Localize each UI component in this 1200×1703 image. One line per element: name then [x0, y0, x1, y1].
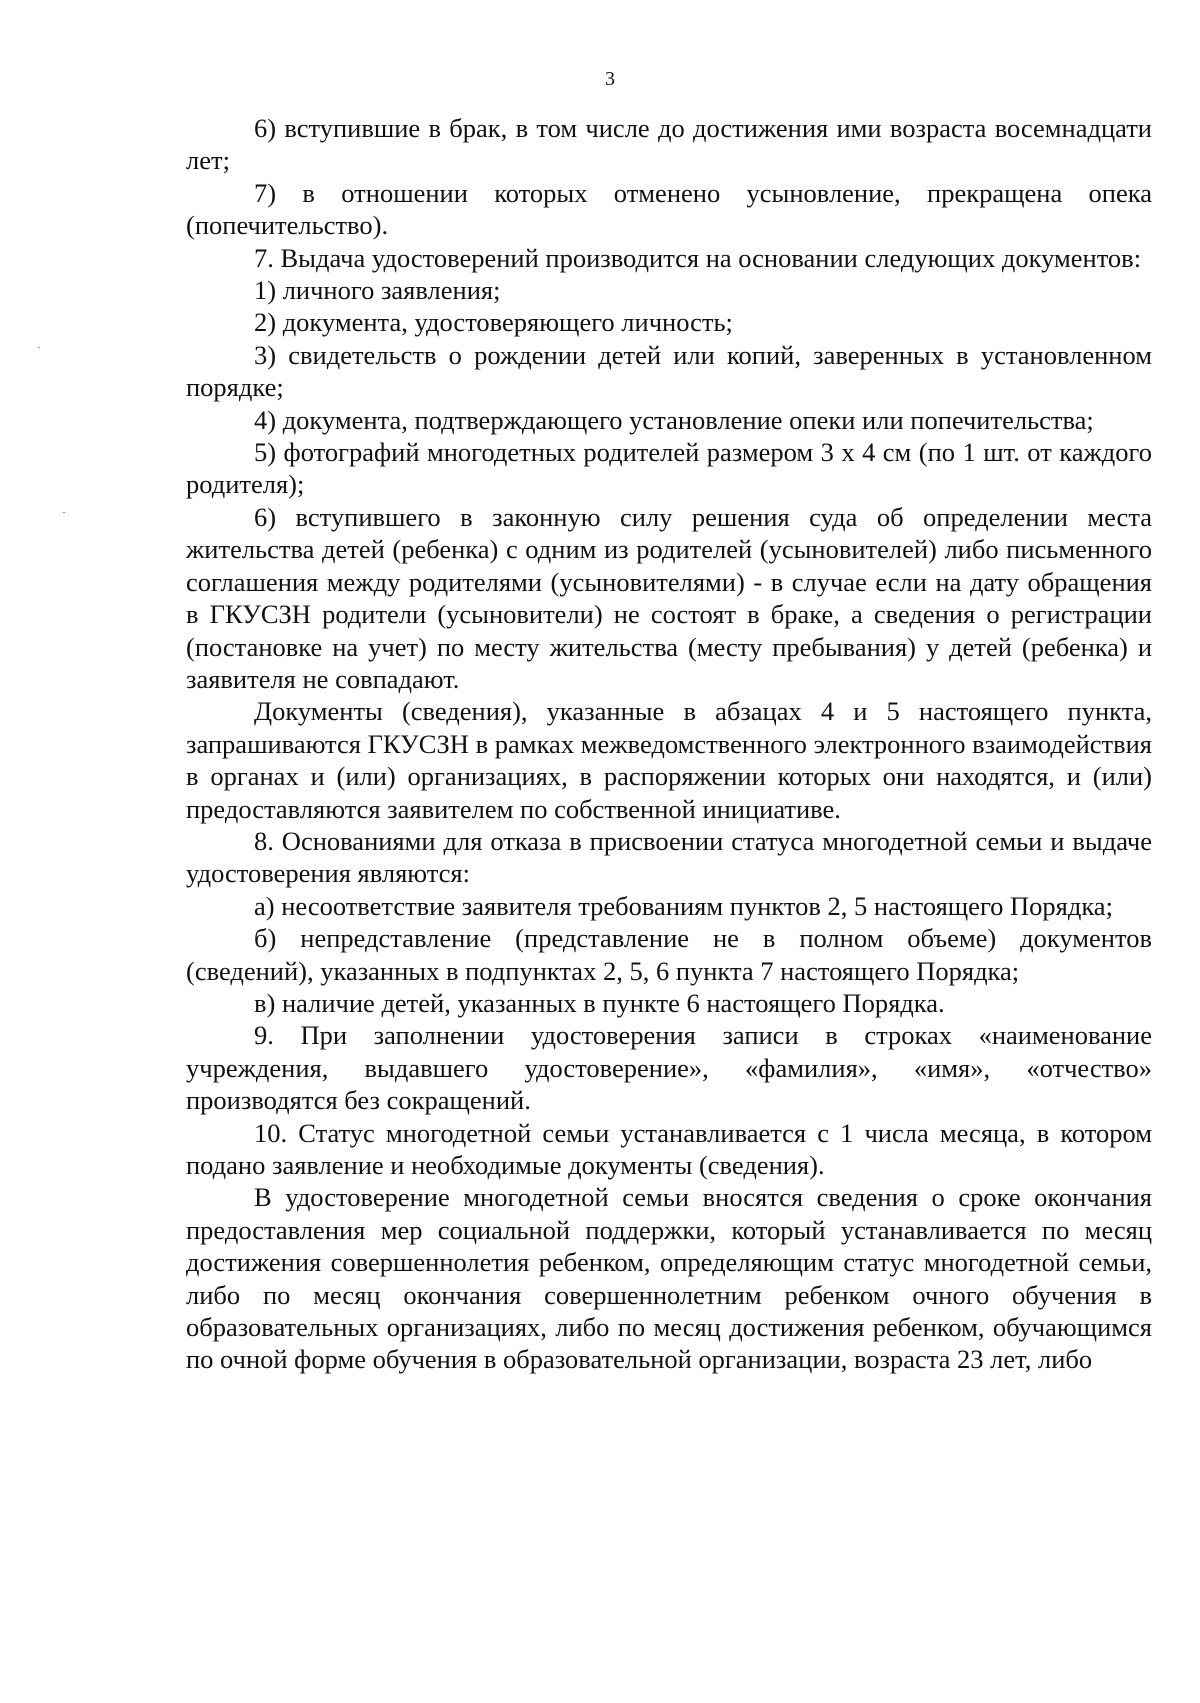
- document-body: [186, 112, 1152, 1376]
- paragraph-section-10: 10. Статус многодетной семьи устанавливается с 1 числа месяца, в котором подано заявление и необходимые документы (сведения).: [186, 1117, 1152, 1180]
- paragraph-doc-3: 3) свидетельств о рождении детей или копий, заверенных в установленном порядке;: [186, 339, 1152, 403]
- paragraph-refusal-v: в) наличие детей, указанных в пункте 6 настоящего Порядка.: [254, 987, 945, 1018]
- paragraph-item-6-married: 6) вступившие в брак, в том числе до достижения ими возраста восемнадцати лет;: [186, 113, 1152, 176]
- paragraph-doc-2: 2) документа, удостоверяющего личность;: [254, 307, 733, 338]
- paragraph-doc-5: 5) фотографий многодетных родителей размером 3 х 4 см (по 1 шт. от каждого родителя);: [186, 437, 1152, 500]
- paragraph-certificate-term: В удостоверение многодетной семьи вносятся сведения о сроке окончания предоставления мер социальной поддержки, который устанавливается по месяц достижения совершеннолетия ребенком, определяющим статус многодетной семьи, либо по месяц окончания совершеннолетним ребенком очного обучения в образовательных организациях, либо по месяц достижения ребенком, обучающимся по очной форме обучения в образовательной организации, возраста 23 лет, либо: [186, 1182, 1152, 1375]
- paragraph-refusal-b: б) непредставление (представление не в полном объеме) документов (сведений), указанных в подпунктах 2, 5, 6 пункта 7 настоящего Порядка;: [186, 923, 1152, 986]
- scan-speck: [38, 347, 40, 348]
- paragraph-doc-6: 6) вступившего в законную силу решения суда об определении места жительства детей (ребенка) с одним из родителей (усыновителей) либо письменного соглашения между родителями (усыновителями) - в случае если на дату обращения в ГКУСЗН родители (усыновители) не состоят в браке, а сведения о регистрации (постановке на учет) по месту жительства (месту пребывания) у детей (ребенка) и заявителя не совпадают.: [186, 501, 1152, 694]
- paragraph-section-9: 9. При заполнении удостоверения записи в строках «наименование учреждения, выдавшего удостоверение», «фамилия», «имя», «отчество» производятся без сокращений.: [186, 1020, 1152, 1116]
- scan-speck: [63, 512, 65, 513]
- paragraph-documents-requested: Документы (сведения), указанные в абзацах 4 и 5 настоящего пункта, запрашиваются ГКУСЗН в рамках межведомственного электронного взаимодействия в органах и (или) организациях, в распоряжении которых они находятся, и (или) предоставляются заявителем по собственной инициативе.: [186, 696, 1152, 824]
- paragraph-section-7: 7. Выдача удостоверений производится на основании следующих документов:: [254, 242, 1142, 273]
- paragraph-section-8: 8. Основаниями для отказа в присвоении статуса многодетной семьи и выдаче удостоверения являются:: [186, 825, 1152, 889]
- paragraph-refusal-a: а) несоответствие заявителя требованиям пунктов 2, 5 настоящего Порядка;: [254, 890, 1113, 921]
- paragraph-item-7-adoption-cancelled: 7) в отношении которых отменено усыновление, прекращена опека (попечительство).: [186, 177, 1152, 241]
- page-number: 3: [605, 68, 615, 90]
- paragraph-doc-4: 4) документа, подтверждающего установление опеки или попечительства;: [254, 404, 1094, 435]
- paragraph-doc-1: 1) личного заявления;: [254, 275, 501, 306]
